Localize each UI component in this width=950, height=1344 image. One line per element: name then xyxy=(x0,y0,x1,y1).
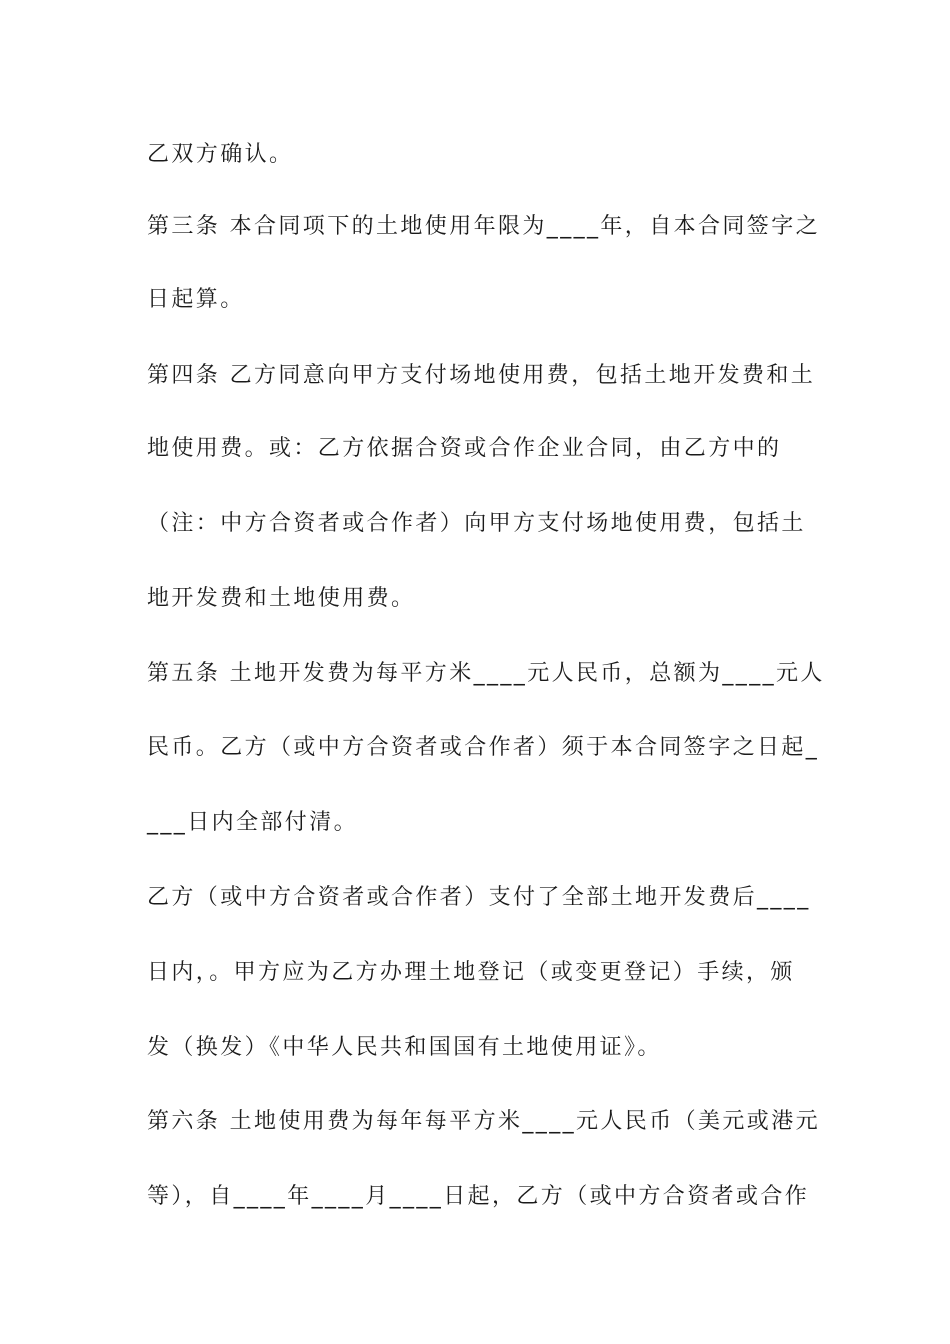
text-line: 第四条 乙方同意向甲方支付场地使用费，包括土地开发费和土 xyxy=(147,363,816,388)
text-line: 乙双方确认。 xyxy=(147,142,294,167)
text-line: 地使用费。或：乙方依据合资或合作企业合同，由乙方中的 xyxy=(147,436,782,461)
text-line: 日起算。 xyxy=(147,287,245,312)
text-line: 民币。乙方（或中方合资者或合作者）须于本合同签字之日起_ xyxy=(147,735,820,760)
text-line: 发（换发）《中华人民共和国国有土地使用证》。 xyxy=(147,1035,662,1060)
text-line: 第五条 土地开发费为每平方米____元人民币，总额为____元人 xyxy=(147,661,825,686)
text-line: 日内，。甲方应为乙方办理土地登记（或变更登记）手续，颁 xyxy=(147,960,795,985)
text-line: （注：中方合资者或合作者）向甲方支付场地使用费，包括土 xyxy=(147,511,806,536)
text-line: 等），自____年____月____日起，乙方（或中方合资者或合作 xyxy=(147,1184,810,1209)
text-line: 乙方（或中方合资者或合作者）支付了全部土地开发费后____ xyxy=(147,885,811,910)
text-line: 第六条 土地使用费为每年每平方米____元人民币（美元或港元 xyxy=(147,1109,820,1134)
text-line: ___日内全部付清。 xyxy=(147,810,359,835)
text-line: 第三条 本合同项下的土地使用年限为____年，自本合同签字之 xyxy=(147,214,820,239)
text-line: 地开发费和土地使用费。 xyxy=(147,586,416,611)
